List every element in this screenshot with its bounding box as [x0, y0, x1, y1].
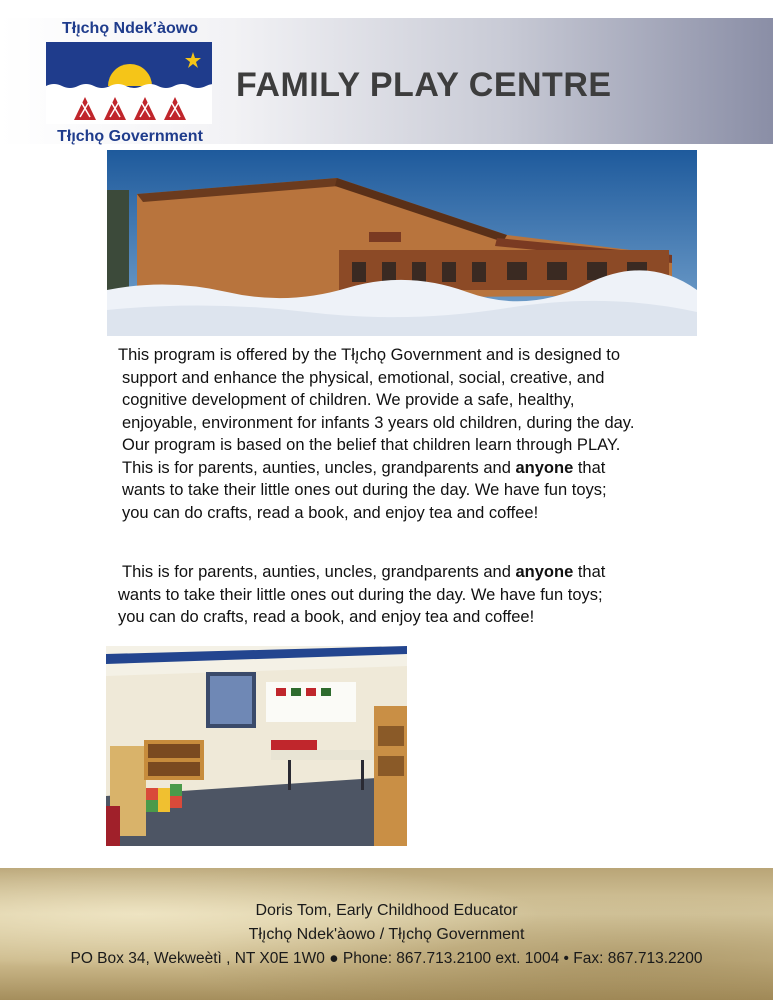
paragraph-line: Our program is based on the belief that children learn through PLAY.: [122, 436, 621, 454]
invitation-paragraph: [118, 561, 718, 629]
emphasis-anyone: anyone: [515, 563, 574, 581]
paragraph-line: support and enhance the physical, emotional, social, creative, and: [122, 368, 605, 387]
paragraph-line: This program is offered by the Tłı̨chǫ Government and is designed to: [118, 346, 620, 364]
emphasis-anyone: anyone: [515, 458, 574, 477]
text-run: that: [573, 563, 606, 581]
educator-name: Doris Tom, Early Childhood Educator: [255, 902, 518, 919]
building-exterior-winter-photo: [107, 150, 697, 336]
text-run: This is for parents, aunties, uncles, grandparents and: [122, 563, 516, 581]
organization-name: Tłı̨chǫ Ndek'àowo / Tłı̨chǫ Government: [248, 926, 525, 943]
tlicho-flag-icon: [46, 42, 212, 124]
paragraph-line: wants to take their little ones out during the day. We have fun toys;: [122, 481, 607, 499]
contact-footer: [0, 868, 773, 1000]
logo-top-text: Tłı̨chǫ Ndek’àowo: [61, 20, 198, 37]
logo-bottom-text: Tłı̨chǫ Government: [57, 128, 203, 145]
paragraph-line: wants to take their little ones out during the day. We have fun toys;: [118, 585, 603, 604]
paragraph-line: enjoyable, environment for infants 3 years old children, during the day.: [122, 413, 635, 432]
paragraph-line: [118, 561, 718, 584]
paragraph-line: you can do crafts, read a book, and enjoy tea and coffee!: [118, 608, 535, 626]
tlicho-logo: [44, 20, 216, 150]
paragraph-line: [118, 457, 718, 480]
text-run: that: [573, 458, 606, 477]
text-run: This is for parents, aunties, uncles, grandparents and: [122, 458, 516, 477]
paragraph-line: you can do crafts, read a book, and enjoy tea and coffee!: [122, 503, 539, 522]
page-title: FAMILY PLAY CENTRE: [236, 66, 612, 104]
flag-lower-band: [46, 91, 212, 124]
program-description-paragraph: [118, 344, 718, 524]
paragraph-line: cognitive development of children. We provide a safe, healthy,: [122, 391, 575, 409]
contact-details: PO Box 34, Wekweètì , NT X0E 1W0 ● Phone: 867.713.2100 ext. 1004 • Fax: 867.713.2200: [70, 950, 703, 967]
playroom-interior-photo: [106, 646, 407, 846]
